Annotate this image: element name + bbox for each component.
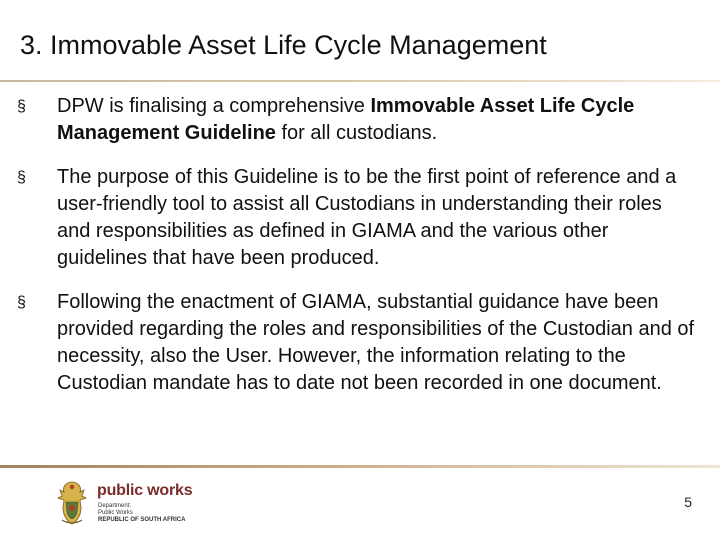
bullet-marker: § [17,169,26,186]
logo-wordmark: public works [97,482,193,499]
bullet-list [0,93,720,397]
bullet-item-3 [0,289,720,397]
public-works-logo [52,478,212,530]
page-number: 5 [684,494,692,510]
logo-department-name: Public Works [98,510,133,516]
bullet-text-bold: Immovable Asset Life Cycle Management Guideline [57,95,635,144]
bullet-text-pre: DPW is finalising a comprehensive [57,95,371,117]
footer-divider [0,465,720,468]
bullet-text-post: for all custodians. [275,122,438,144]
bullet-text: Following the enactment of GIAMA, substantial guidance have been provided regarding the roles and responsibilities of the Custodian and of necessity, also the User. However, the information relating to the Custodian mandate has to date not been recorded in one document. [57,291,695,394]
slide-title: 3. Immovable Asset Life Cycle Management [20,30,547,60]
bullet-item-1 [0,93,720,147]
bullet-item-2 [0,164,720,272]
bullet-marker: § [17,98,26,115]
coat-of-arms-icon [52,478,92,528]
bullet-text: The purpose of this Guideline is to be the first point of reference and a user-friendly tool to assist all Custodians in understanding their roles and responsibilities as defined in GIAMA and the various other guidelines that have been produced. [57,166,677,269]
logo-country: REPUBLIC OF SOUTH AFRICA [98,517,186,523]
title-divider [0,80,720,82]
logo-department-label: Department: [98,503,132,509]
bullet-marker: § [17,294,26,311]
